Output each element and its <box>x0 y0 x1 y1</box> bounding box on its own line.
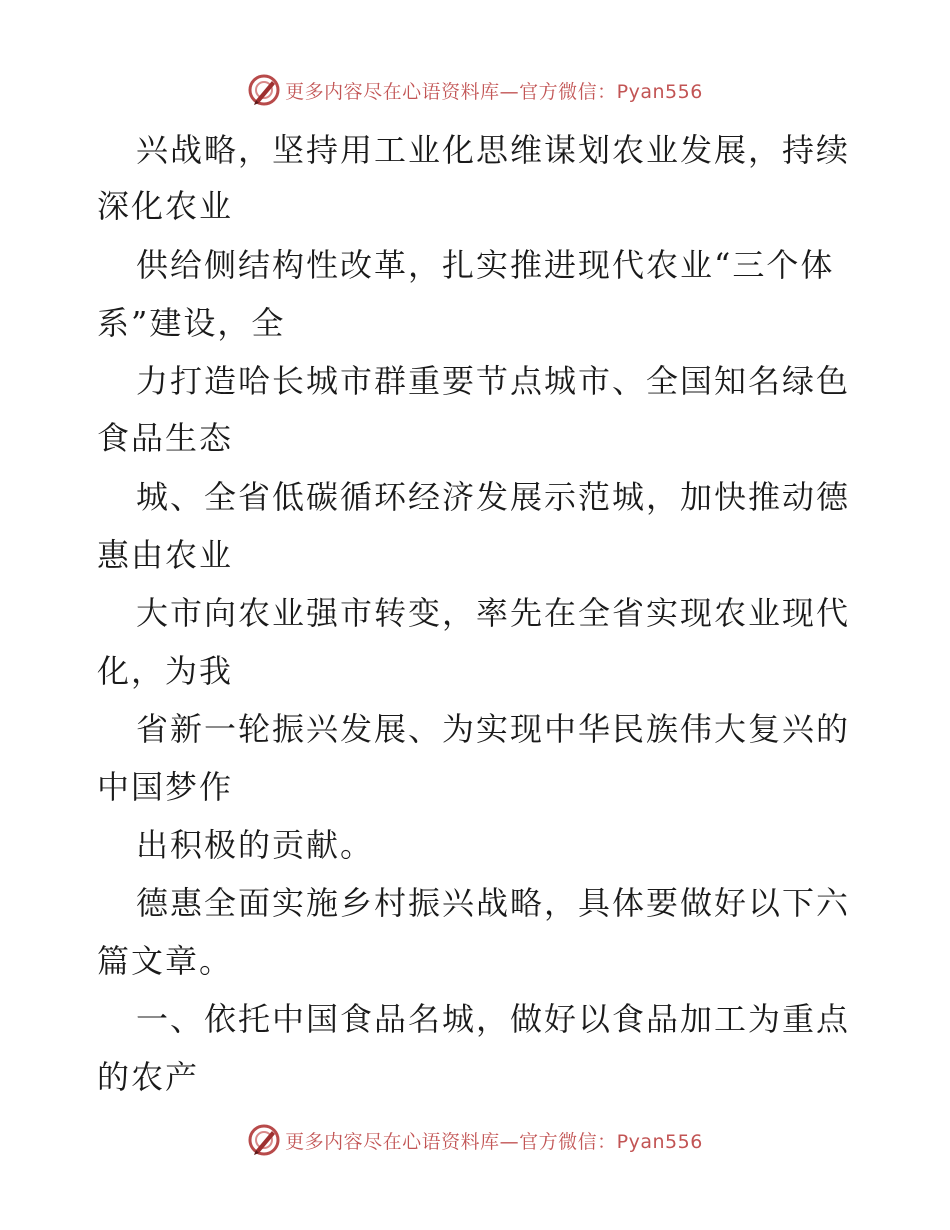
body-line-16: 一、依托中国食品名城，做好以食品加工为重点 <box>136 1000 851 1038</box>
header-banner-text: 更多内容尽在心语资料库—官方微信：Pyan556 <box>285 80 703 103</box>
footer-watermark-banner <box>0 1120 950 1160</box>
body-line-17: 的农产 <box>97 1058 200 1096</box>
header-watermark-banner <box>0 70 950 110</box>
body-line-10: 化，为我 <box>97 652 234 690</box>
body-line-4: 系”建设，全 <box>97 304 286 342</box>
body-line-15: 篇文章。 <box>97 942 234 980</box>
pen-logo-icon <box>247 1123 281 1157</box>
body-line-9: 大市向农业强市转变，率先在全省实现农业现代 <box>136 594 851 632</box>
body-line-13: 出积极的贡献。 <box>136 826 375 864</box>
pen-logo-icon <box>247 73 281 107</box>
body-line-8: 惠由农业 <box>97 536 234 574</box>
body-line-5: 力打造哈长城市群重要节点城市、全国知名绿色 <box>136 362 851 400</box>
body-line-14: 德惠全面实施乡村振兴战略，具体要做好以下六 <box>136 884 851 922</box>
body-line-3: 供给侧结构性改革，扎实推进现代农业“三个体 <box>136 246 835 284</box>
body-line-12: 中国梦作 <box>97 768 234 806</box>
body-line-11: 省新一轮振兴发展、为实现中华民族伟大复兴的 <box>136 710 851 748</box>
header-banner-inner <box>247 73 703 107</box>
body-line-7: 城、全省低碳循环经济发展示范城，加快推动德 <box>136 478 851 516</box>
footer-banner-inner <box>247 1123 703 1157</box>
body-line-2: 深化农业 <box>97 187 234 225</box>
footer-banner-text: 更多内容尽在心语资料库—官方微信：Pyan556 <box>285 1130 703 1153</box>
body-line-1: 兴战略，坚持用工业化思维谋划农业发展，持续 <box>136 131 851 169</box>
body-line-6: 食品生态 <box>97 419 234 457</box>
